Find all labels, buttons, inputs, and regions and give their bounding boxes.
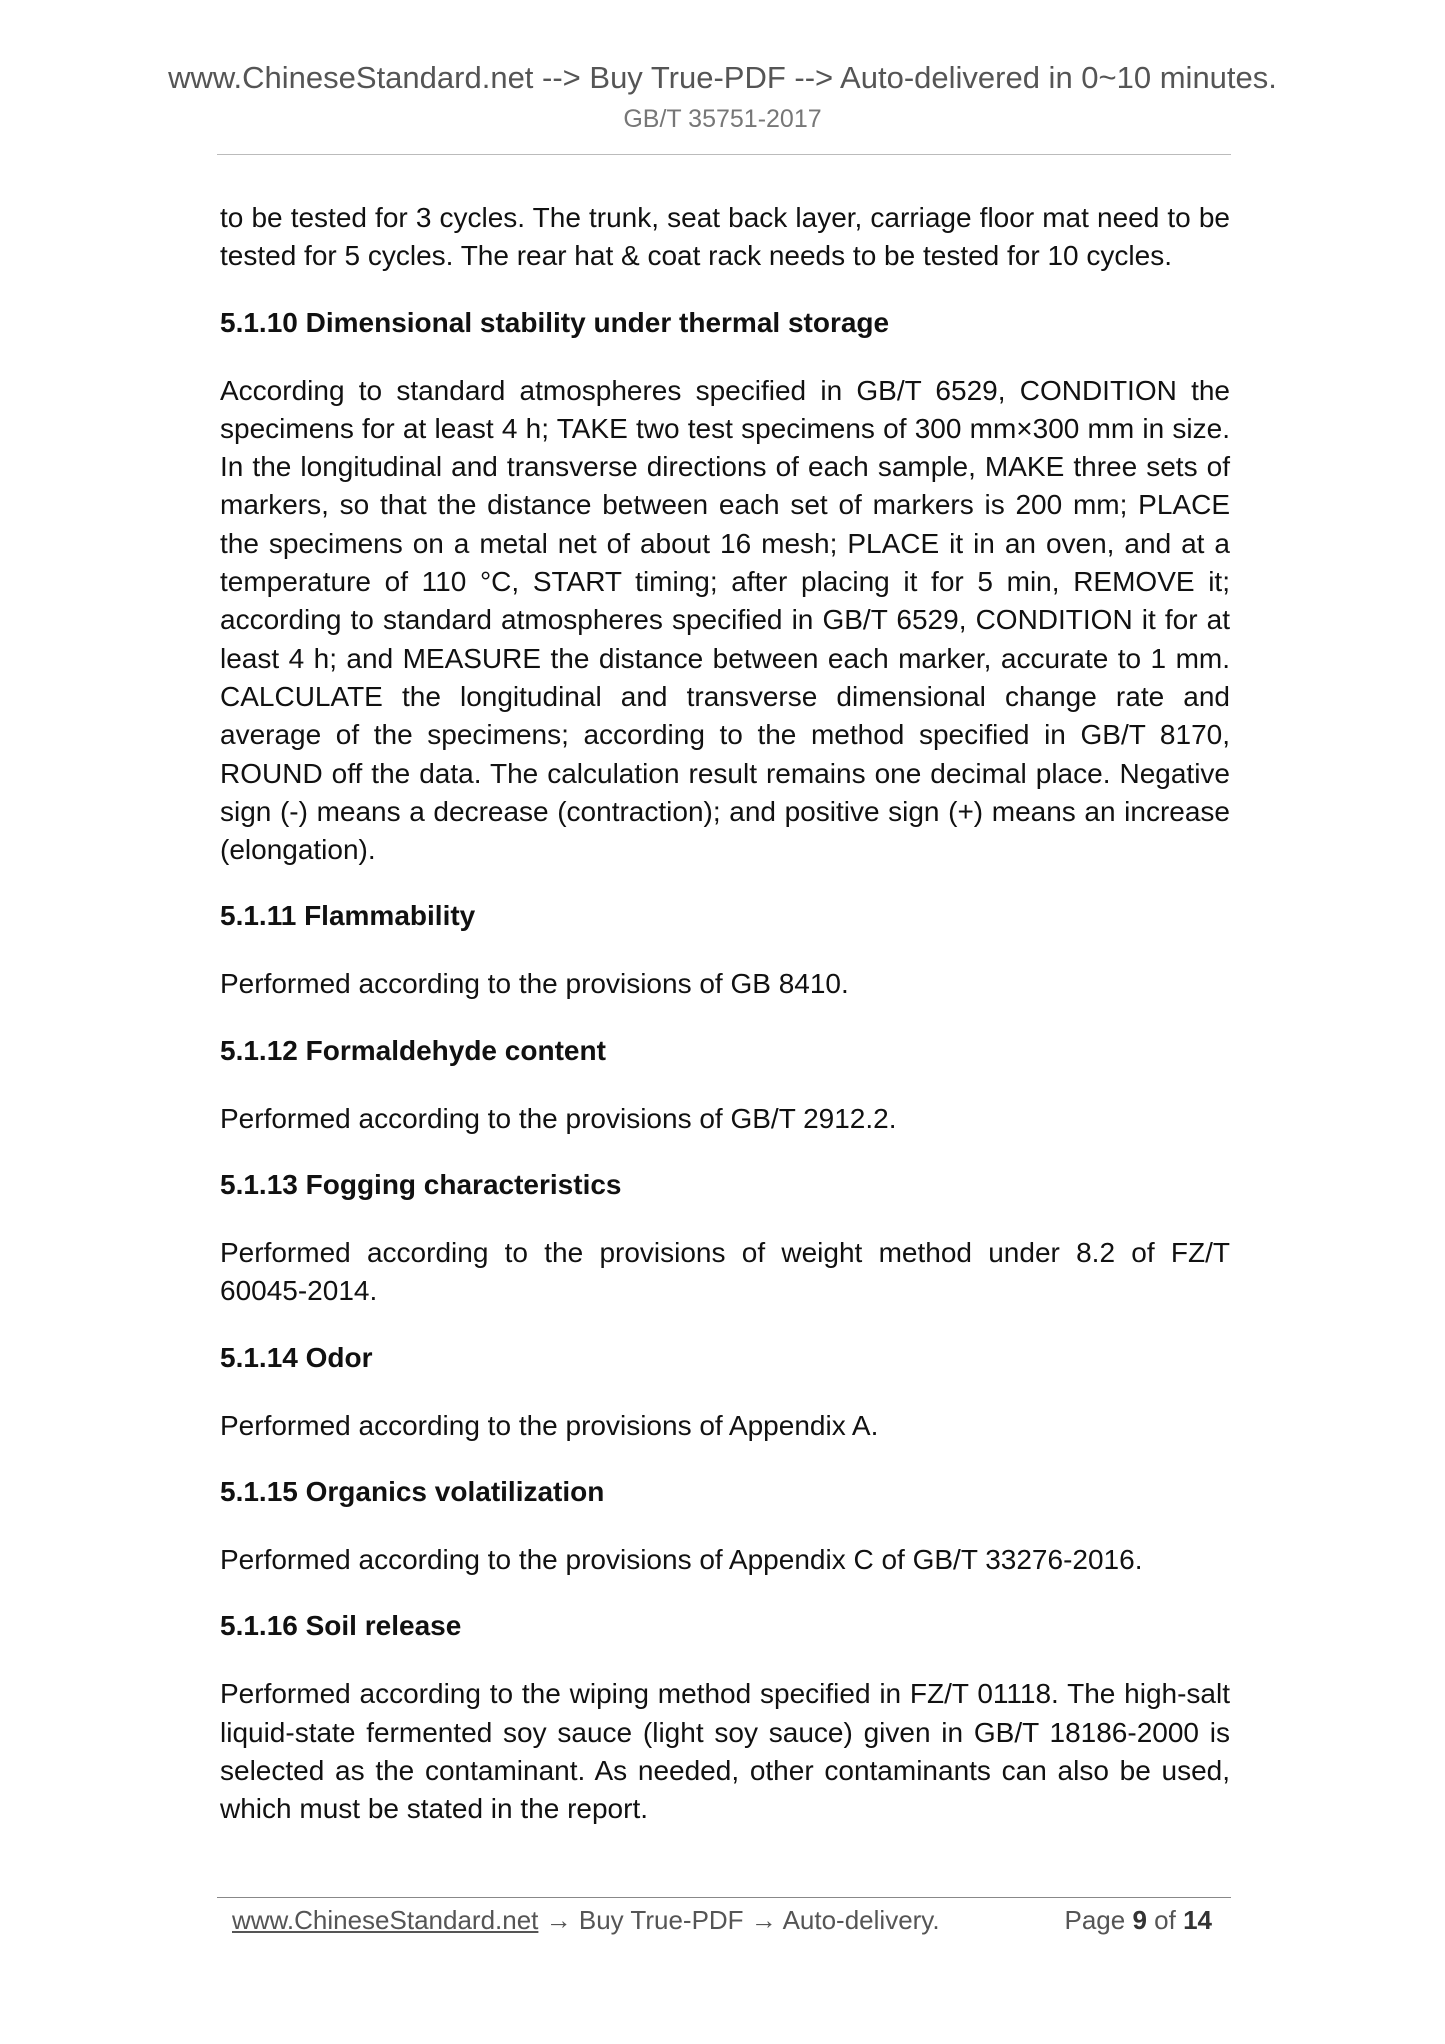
page-content [220, 199, 1230, 1828]
section-text-5-1-13: Performed according to the provisions of weight method under 8.2 of FZ/T 60045-2014. [220, 1237, 1230, 1307]
section-heading-5-1-14: 5.1.14 Odor [220, 1341, 373, 1373]
section-heading-5-1-16: 5.1.16 Soil release [220, 1610, 462, 1642]
footer-site-link[interactable]: www.ChineseStandard.net [232, 1905, 539, 1935]
section-heading-5-1-12: 5.1.12 Formaldehyde content [220, 1034, 606, 1066]
of-word: of [1154, 1905, 1176, 1935]
section-heading-5-1-11: 5.1.11 Flammability [220, 900, 476, 932]
footer-divider [217, 1897, 1231, 1898]
page-word: Page [1064, 1905, 1126, 1935]
page-number: 9 [1132, 1905, 1147, 1935]
section-text-5-1-10: According to standard atmospheres specified in GB/T 6529, CONDITION the specimens for at least 4 h; TAKE two test specimens of 300 mm×300 mm in size. In the longitudinal and transverse directions of each sample, MAKE three sets of markers, so that the distance between each set of markers is 200 mm; PLACE the specimens on a metal net of about 16 mesh; PLACE it in an oven, and at a temperature of 110 °C, START timing; after placing it for 5 min, REMOVE it; according to standard atmospheres specified in GB/T 6529, CONDITION it for at least 4 h; and MEASURE the distance between each marker, accurate to 1 mm. CALCULATE the longitudinal and transverse dimensional change rate and average of the specimens; according to the method specified in GB/T 8170, ROUND off the data. The calculation result remains one decimal place. Negative sign (-) means a decrease (contraction); and positive sign (+) means an increase (elongation). [220, 374, 1230, 866]
total-pages: 14 [1183, 1905, 1212, 1935]
section-text-5-1-16: Performed according to the wiping method specified in FZ/T 01118. The high-salt liquid-state fermented soy sauce (light soy sauce) given in GB/T 18186-2000 is selected as the contaminant. As needed, other contaminants can also be used, which must be stated in the report. [220, 1678, 1230, 1825]
continued-paragraph: to be tested for 3 cycles. The trunk, seat back layer, carriage floor mat need to be tested for 5 cycles. The rear hat & coat rack needs to be tested for 10 cycles. [220, 202, 1230, 272]
section-text-5-1-15: Performed according to the provisions of Appendix C of GB/T 33276-2016. [220, 1543, 1143, 1575]
section-text-5-1-14: Performed according to the provisions of Appendix A. [220, 1409, 879, 1441]
section-heading-5-1-13: 5.1.13 Fogging characteristics [220, 1169, 622, 1201]
document-id: GB/T 35751-2017 [623, 105, 822, 133]
page-indicator [1064, 1902, 1212, 1938]
header-banner: www.ChineseStandard.net --> Buy True-PDF --> Auto-delivered in 0~10 minutes. [168, 60, 1277, 95]
section-heading-5-1-15: 5.1.15 Organics volatilization [220, 1475, 605, 1507]
header-divider [217, 154, 1231, 155]
section-text-5-1-11: Performed according to the provisions of GB 8410. [220, 968, 849, 1000]
section-heading-5-1-10: 5.1.10 Dimensional stability under thermal storage [220, 306, 890, 338]
page-footer [232, 1902, 1222, 1938]
footer-tagline: → Buy True-PDF → Auto-delivery. [538, 1905, 940, 1935]
section-text-5-1-12: Performed according to the provisions of GB/T 2912.2. [220, 1102, 897, 1134]
